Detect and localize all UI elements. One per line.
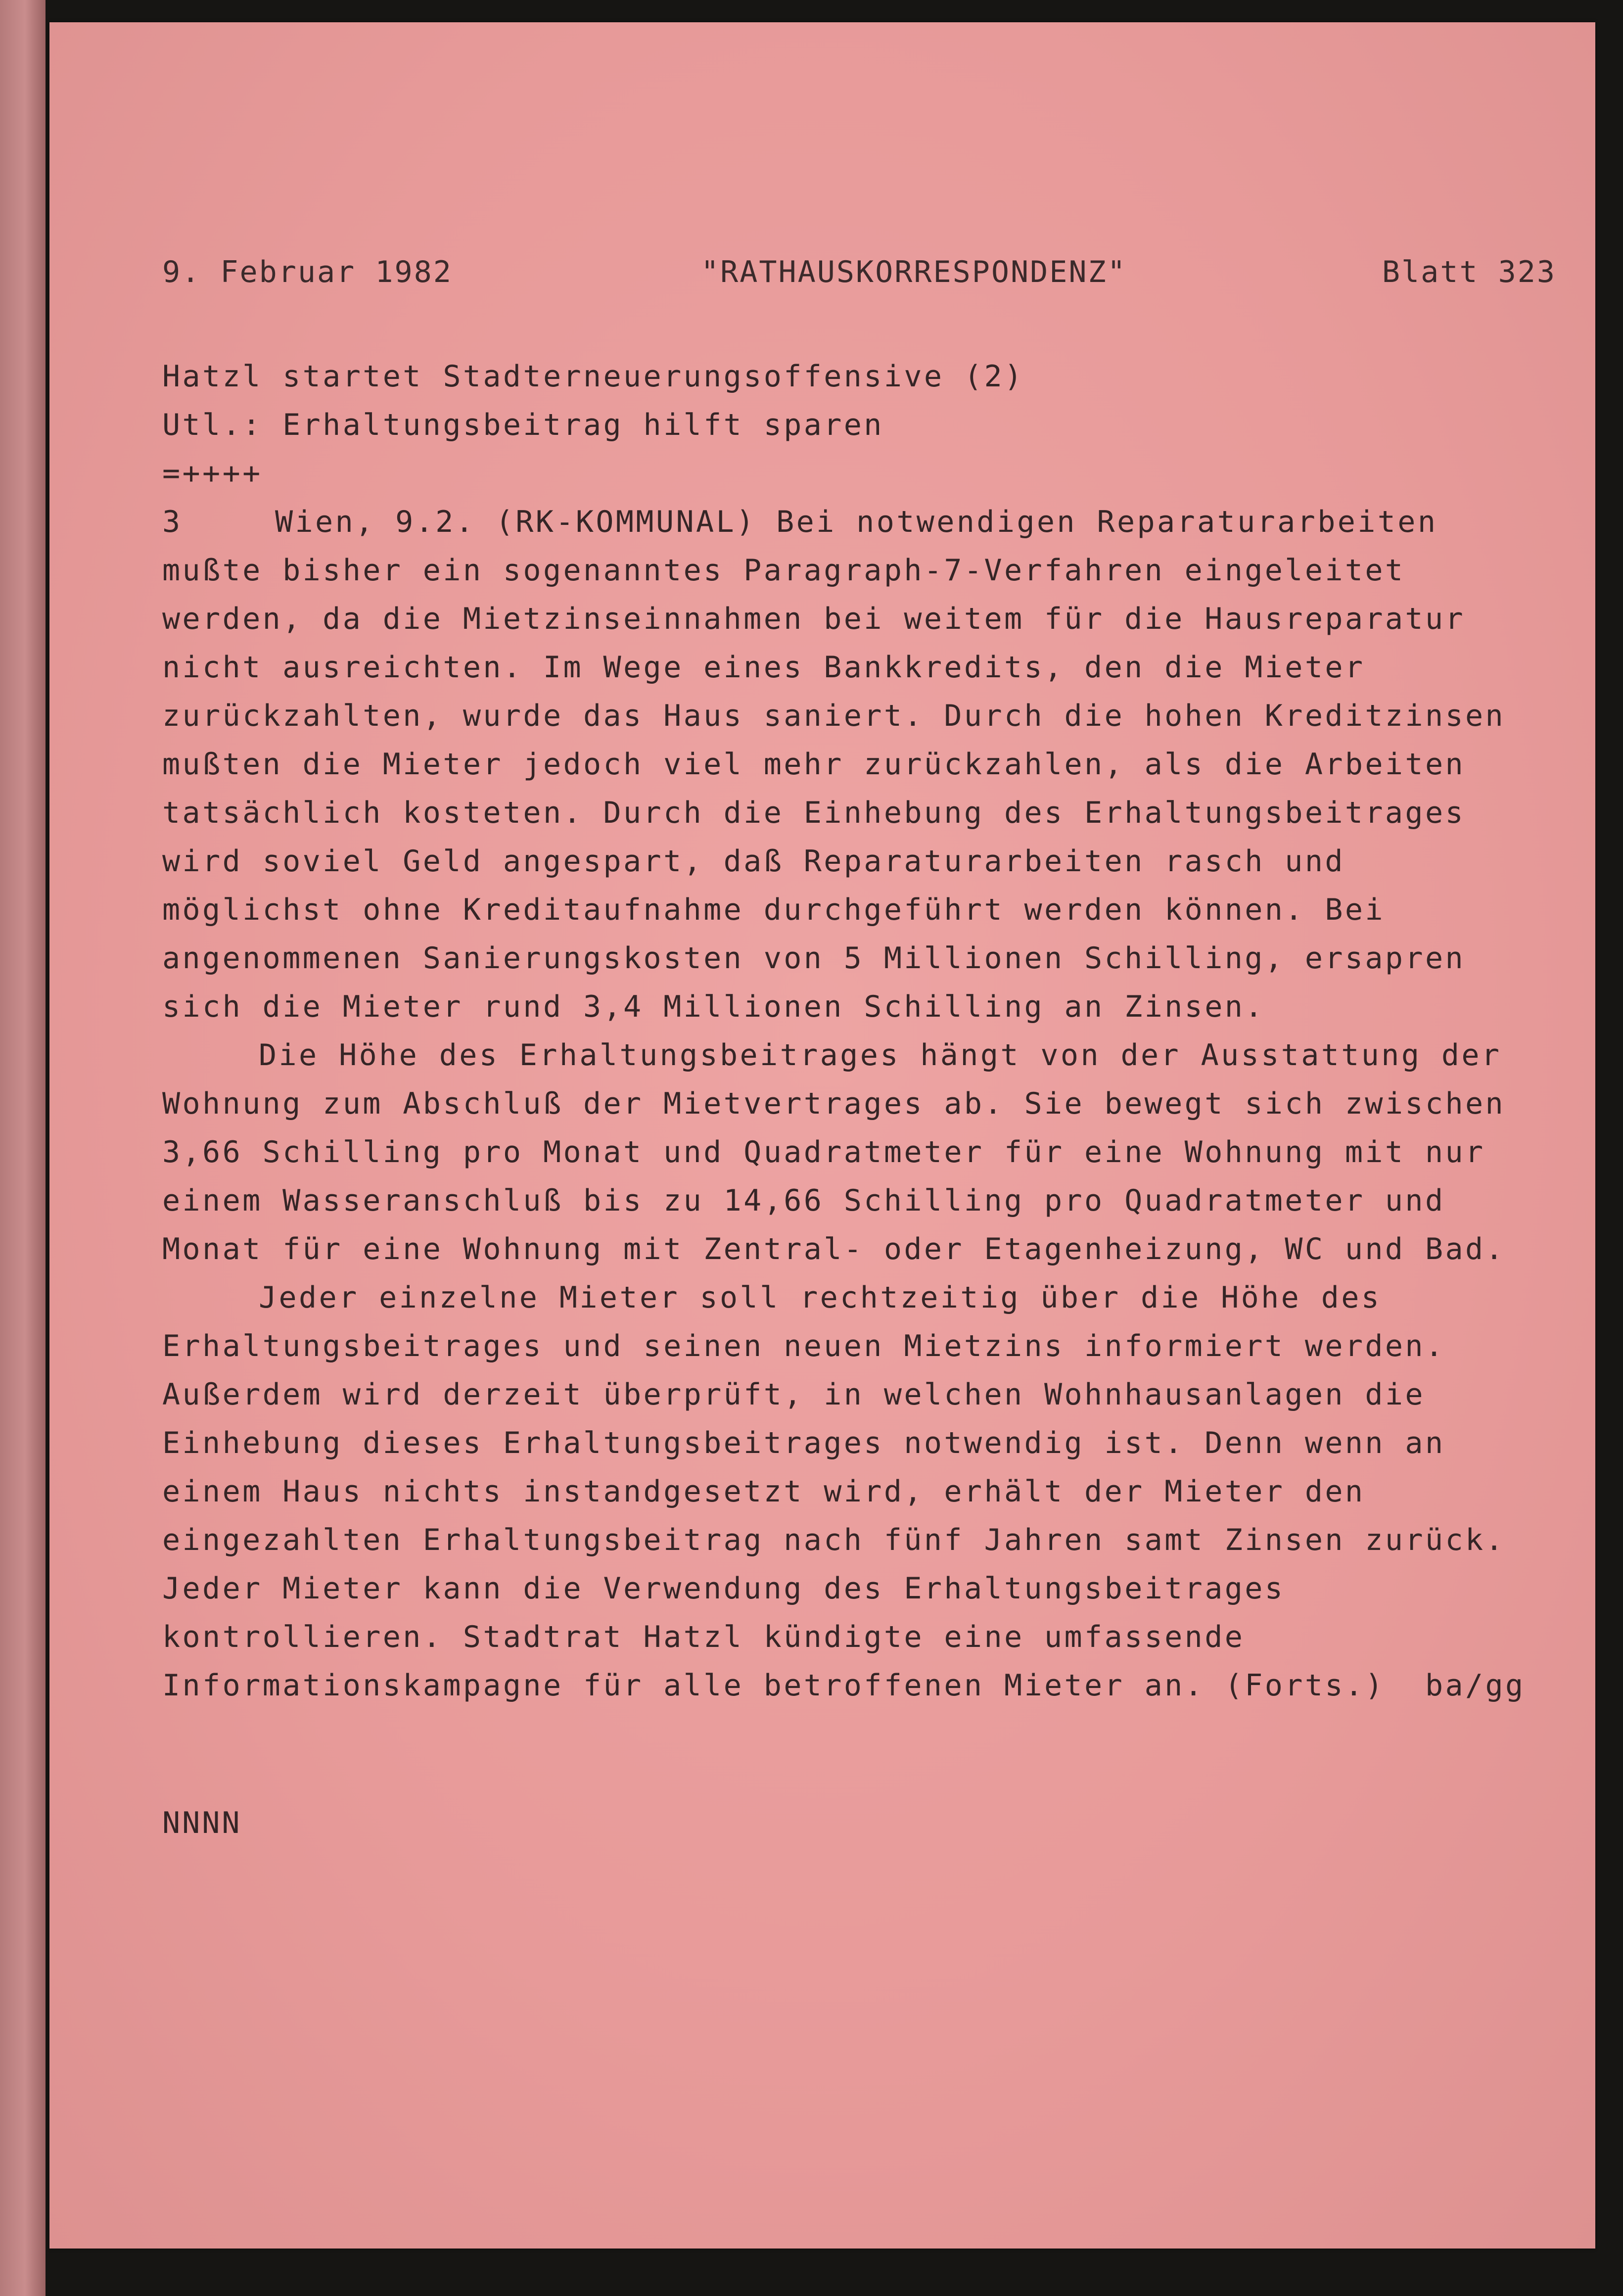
paragraph-1-line: werden, da die Mietzinseinnahmen bei weitem für die Hausreparatur	[162, 602, 1465, 636]
paragraph-3-line: Informationskampagne für alle betroffenen Mieter an. (Forts.) ba/gg	[162, 1668, 1526, 1703]
paragraph-3-line: Erhaltungsbeitrages und seinen neuen Mietzins informiert werden.	[162, 1329, 1445, 1363]
paragraph-1-line: mußte bisher ein sogenanntes Paragraph-7-Verfahren eingeleitet	[162, 553, 1405, 588]
subheadline: Utl.: Erhaltungsbeitrag hilft sparen	[162, 408, 884, 442]
page-header	[162, 255, 1556, 294]
paragraph-1-line: tatsächlich kosteten. Durch die Einhebung des Erhaltungsbeitrages	[162, 796, 1465, 830]
paragraph-1-line: mußten die Mieter jedoch viel mehr zurückzahlen, als die Arbeiten	[162, 747, 1465, 782]
paragraph-2-line: 3,66 Schilling pro Monat und Quadratmeter für eine Wohnung mit nur	[162, 1135, 1485, 1170]
paragraph-3-line: eingezahlten Erhaltungsbeitrag nach fünf Jahren samt Zinsen zurück.	[162, 1523, 1506, 1557]
paragraph-1-line: 3 Wien, 9.2. (RK-KOMMUNAL) Bei notwendigen Reparaturarbeiten	[162, 498, 1577, 546]
paragraph-3-line: Jeder Mieter kann die Verwendung des Erhaltungsbeitrages	[162, 1571, 1285, 1606]
document-page	[49, 22, 1595, 2249]
paragraph-3-line: Einhebung dieses Erhaltungsbeitrages notwendig ist. Denn wenn an	[162, 1426, 1445, 1460]
paragraph-3-line: Jeder einzelne Mieter soll rechtzeitig über die Höhe des	[259, 1280, 1382, 1315]
header-publication: "RATHAUSKORRESPONDENZ"	[701, 255, 1127, 289]
adjacent-page-edge	[0, 0, 46, 2296]
paragraph-3-line: einem Haus nichts instandgesetzt wird, erhält der Mieter den	[162, 1474, 1365, 1509]
paragraph-1-line: möglichst ohne Kreditaufnahme durchgeführt werden können. Bei	[162, 892, 1385, 927]
paragraph-1-line: sich die Mieter rund 3,4 Millionen Schilling an Zinsen.	[162, 989, 1265, 1024]
paragraph-2-line: Monat für eine Wohnung mit Zentral- oder Etagenheizung, WC und Bad.	[162, 1232, 1506, 1266]
header-sheet-number: Blatt 323	[1382, 255, 1556, 289]
paragraph-2-line: Die Höhe des Erhaltungsbeitrages hängt von der Ausstattung der	[259, 1038, 1502, 1073]
paragraph-number: 3	[162, 505, 183, 539]
paragraph-3-line: kontrollieren. Stadtrat Hatzl kündigte eine umfassende	[162, 1620, 1245, 1654]
headline: Hatzl startet Stadterneuerungsoffensive (2)	[162, 359, 1024, 394]
paragraph-2-line: Wohnung zum Abschluß der Mietvertrages ab. Sie bewegt sich zwischen	[162, 1086, 1506, 1121]
closing-mark: NNNN	[162, 1806, 242, 1840]
paragraph-1-line: angenommenen Sanierungskosten von 5 Millionen Schilling, ersapren	[162, 941, 1465, 976]
paragraph-1-line: nicht ausreichten. Im Wege eines Bankkredits, den die Mieter	[162, 650, 1365, 685]
header-date: 9. Februar 1982	[162, 255, 453, 289]
paragraph-2-line: einem Wasseranschluß bis zu 14,66 Schilling pro Quadratmeter und	[162, 1183, 1445, 1218]
paragraph-1-line: zurückzahlten, wurde das Haus saniert. Durch die hohen Kreditzinsen	[162, 699, 1506, 733]
separator: =++++	[162, 456, 263, 491]
paragraph-3-line: Außerdem wird derzeit überprüft, in welchen Wohnhausanlagen die	[162, 1377, 1425, 1412]
paragraph-1-line: wird soviel Geld angespart, daß Reparaturarbeiten rasch und	[162, 844, 1345, 879]
article-body	[162, 352, 1577, 1710]
